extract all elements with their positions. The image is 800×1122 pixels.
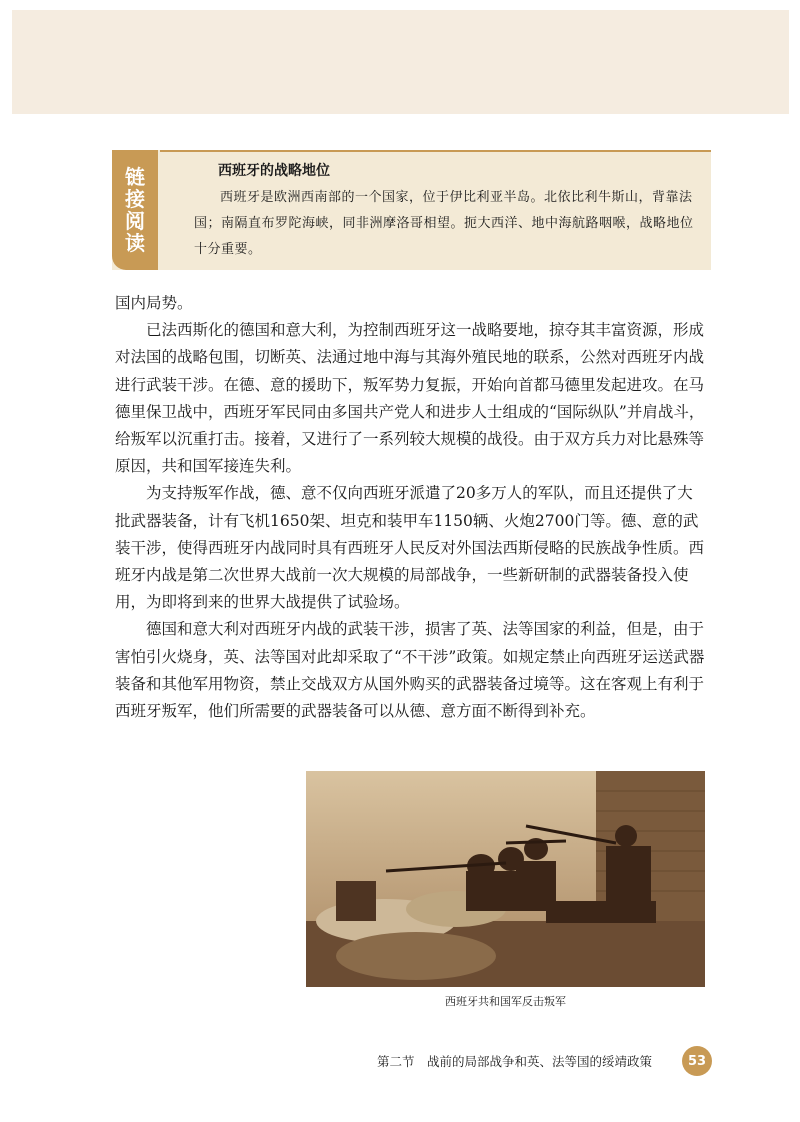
top-margin-band <box>12 10 789 114</box>
sidebar-title: 西班牙的战略地位 <box>218 163 330 179</box>
sidebar-tag-char: 阅 <box>125 209 145 233</box>
main-text <box>115 290 707 725</box>
sidebar-rule <box>160 150 711 152</box>
paragraph: 为支持叛军作战，德、意不仅向西班牙派遣了20多万人的军队，而且还提供了大批武器装备，计有飞机1650架、坦克和装甲车1150辆、火炮2700门等。德、意的武装干涉，使得西班牙内战同时具有西班牙人民反对外国法西斯侵略的民族战争性质。西班牙内战是第二次世界大战前一次大规模的局部战争，一些新研制的武器装备投入使用，为即将到来的世界大战提供了试验场。 <box>115 484 705 612</box>
battle-photo <box>306 771 705 987</box>
paragraph-text: 德国和意大利对西班牙内战的武装干涉，损害了英、法等国家的利益，但是，由于害怕引火烧身，英、法等国对此却采取了“不干涉”政策。如规定禁止向西班牙运送武器装备和其他军用物资，禁止交战双方从国外购买的武器装备过境等。这在客观上有利于西班牙叛军，他们所需要的武器装备可以从德、意方面不断得到补充。 <box>115 620 705 721</box>
page-number: 53 <box>682 1046 712 1076</box>
battle-photo-image <box>306 771 705 987</box>
sidebar-text: 西班牙是欧洲西南部的一个国家，位于伊比利亚半岛。北依比利牛斯山，背靠法国；南隔直布罗陀海峡，同非洲摩洛哥相望。扼大西洋、地中海航路咽喉，战略地位十分重要。 <box>194 190 694 257</box>
sidebar-tag-char: 读 <box>125 231 145 255</box>
photo-caption: 西班牙共和国军反击叛军 <box>445 995 566 1008</box>
sidebar-tag <box>112 150 158 270</box>
running-footer: 第二节 战前的局部战争和英、法等国的绥靖政策 <box>376 1054 652 1069</box>
sidebar-tag-char: 链 <box>125 165 145 189</box>
paragraph: 国内局势。 <box>115 294 193 312</box>
sidebar-tag-char: 接 <box>125 187 145 211</box>
paragraph: 已法西斯化的德国和意大利，为控制西班牙这一战略要地，掠夺其丰富资源，形成对法国的战略包围，切断英、法通过地中海与其海外殖民地的联系，公然对西班牙内战进行武装干涉。在德、意的援助下，叛军势力复振，开始向首都马德里发起进攻。在马德里保卫战中，西班牙军民同由多国共产党人和进步人士组成的“国际纵队”并肩战斗，给叛军以沉重打击。接着，又进行了一系列较大规模的战役。由于双方兵力对比悬殊等原因，共和国军接连失利。 <box>115 321 705 476</box>
paragraph <box>115 616 707 725</box>
